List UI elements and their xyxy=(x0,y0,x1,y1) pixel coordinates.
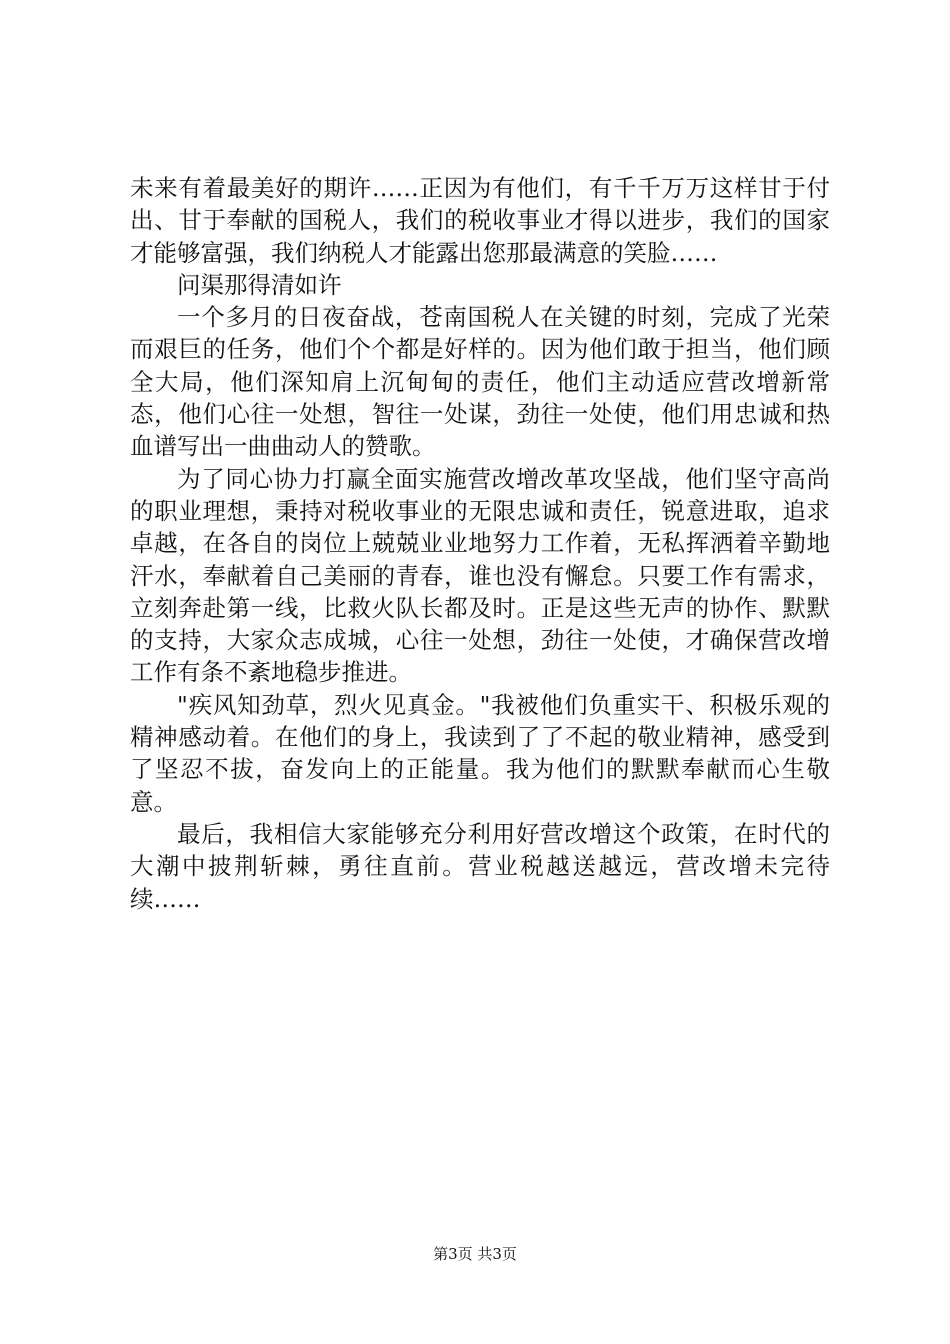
section-heading: 问渠那得清如许 xyxy=(177,270,342,299)
paragraph-continuation: 未来有着最美好的期许……正因为有他们，有千千万万这样甘于付出、甘于奉献的国税人，我们的税收事业才得以进步，我们的国家才能够富强，我们纳税人才能露出您那最满意的笑脸…… xyxy=(130,174,830,267)
paragraph: 最后，我相信大家能够充分利用好营改增这个政策，在时代的大潮中披荆斩棘，勇往直前。营业税越送越远，营改增未完待续…… xyxy=(130,819,830,913)
page-number-footer: 第3页 共3页 xyxy=(433,1245,517,1263)
document-body xyxy=(130,172,830,915)
paragraph: 一个多月的日夜奋战，苍南国税人在关键的时刻，完成了光荣而艰巨的任务，他们个个都是好样的。因为他们敢于担当，他们顾全大局，他们深知肩上沉甸甸的责任，他们主动适应营改增新常态，他们心往一处想，智往一处谋，劲往一处使，他们用忠诚和热血谱写出一曲曲动人的赞歌。 xyxy=(130,303,830,461)
paragraph: "疾风知劲草，烈火见真金。"我被他们负重实干、积极乐观的精神感动着。在他们的身上，我读到了了不起的敬业精神，感受到了坚忍不拔，奋发向上的正能量。我为他们的默默奉献而心生敬意。 xyxy=(130,690,830,816)
paragraph: 为了同心协力打赢全面实施营改增改革攻坚战，他们坚守高尚的职业理想，秉持对税收事业的无限忠诚和责任，锐意进取，追求卓越，在各自的岗位上兢兢业业地努力工作着，无私挥洒着辛勤地汗水，奉献着自己美丽的青春，谁也没有懈怠。只要工作有需求，立刻奔赴第一线，比救火队长都及时。正是这些无声的协作、默默的支持，大家众志成城，心往一处想，劲往一处使，才确保营改增工作有条不紊地稳步推进。 xyxy=(130,464,830,687)
